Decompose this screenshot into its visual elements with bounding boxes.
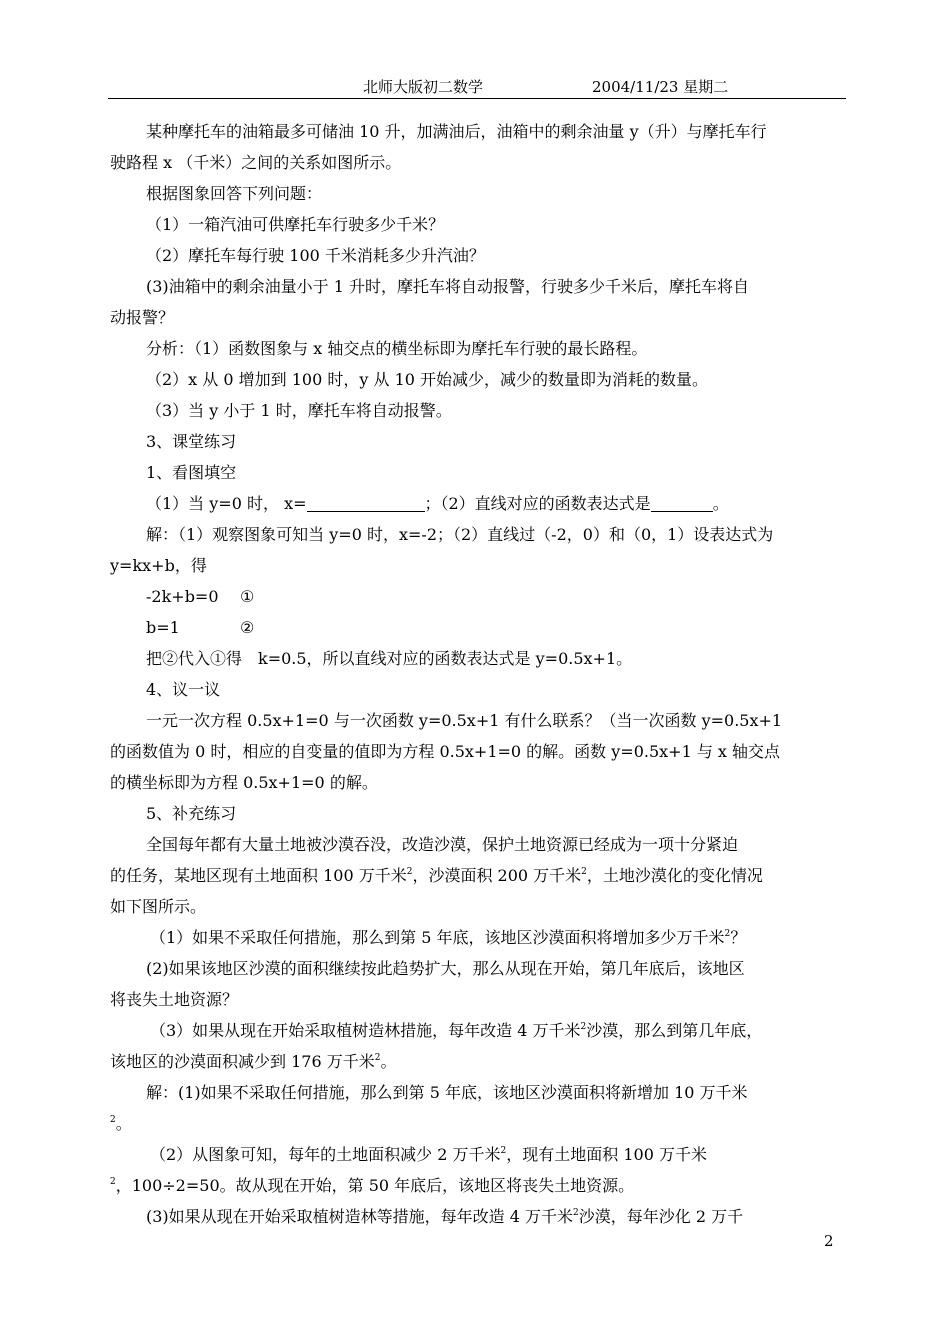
question-line: 动报警？ [110,308,175,327]
text-run: ，沙漠面积 200 万千米 [412,866,582,885]
fill-blank-text: ；（2）直线对应的函数表达式是 [424,494,651,513]
superscript: 2 [110,1177,116,1187]
paragraph-line: 的函数值为 0 时，相应的自变量的值即为方程 0.5x+1=0 的解。函数 y=0.5x+1 与 x 轴交点 [110,742,781,761]
paragraph-line: 的横坐标即为方程 0.5x+1=0 的解。 [110,773,378,792]
text-run: （3）如果从现在开始采取植树造林措施，每年改造 4 万千米 [150,1021,581,1040]
solution-line [110,1201,848,1232]
paragraph-line: 某种摩托车的油箱最多可储油 10 升，加满油后，油箱中的剩余油量 y（升）与摩托车行 [146,122,767,141]
fill-blank-text: 。 [712,494,729,513]
question-line: 将丧失土地资源？ [110,990,239,1009]
document-body [110,116,848,1232]
analysis-line: （2）x 从 0 增加到 100 时，y 从 10 开始减少，减少的数量即为消耗的数量。 [146,370,709,389]
answer-blank [651,493,713,512]
solution-line: 把②代入①得 k=0.5，所以直线对应的函数表达式是 y=0.5x+1。 [146,649,633,668]
superscript: 2 [581,867,587,877]
subsection-heading: 1、看图填空 [146,463,237,482]
section-heading: 4、议一议 [146,680,221,699]
header-title: 北师大版初二数学 [363,78,484,96]
superscript: 2 [406,867,413,877]
analysis-line: 分析：（1）函数图象与 x 轴交点的横坐标即为摩托车行驶的最长路程。 [146,339,648,358]
text-run: 的任务，某地区现有土地面积 100 万千米 [110,866,407,885]
question-line [110,1046,848,1077]
superscript: 2 [500,1146,507,1156]
question-line [110,922,848,953]
text-run: 该地区的沙漠面积减少到 176 万千米 [110,1052,375,1071]
text-run: ，土地沙漠化的变化情况 [586,866,763,885]
paragraph-line [110,860,848,891]
solution-line [110,1139,848,1170]
paragraph-line: 一元一次方程 0.5x+1=0 与一次函数 y=0.5x+1 有什么联系？（当一次函数 y=0.5x+1 [146,711,783,730]
solution-line: y=kx+b，得 [110,556,207,575]
superscript: 2 [110,1115,116,1125]
equation-line [110,581,848,612]
page-number: 2 [824,1232,834,1250]
text-run: 。 [380,1052,397,1071]
superscript: 2 [374,1053,381,1063]
paragraph-line: 如下图所示。 [110,897,207,916]
paragraph-line: 全国每年都有大量土地被沙漠吞没，改造沙漠，保护土地资源已经成为一项十分紧迫 [146,835,739,854]
text-run: ，100÷2=50。故从现在开始，第 50 年底后，该地区将丧失土地资源。 [115,1176,635,1195]
superscript: 2 [580,1022,587,1032]
answer-blank [307,493,425,512]
text-run: （2）从图象可知，每年的土地面积减少 2 万千米 [150,1145,501,1164]
equation: -2k+b=0 [146,587,219,606]
superscript: 2 [724,929,731,939]
question-line: (2)如果该地区沙漠的面积继续按此趋势扩大，那么从现在开始，第几年底后，该地区 [146,959,745,978]
text-run: 。 [115,1114,132,1133]
equation: b=1 [146,618,180,637]
header-date: 2004/11/23 星期二 [592,78,729,96]
paragraph-line: 根据图象回答下列问题： [146,184,323,203]
equation-marker: ① [240,587,255,606]
text-run: （1）如果不采取任何措施，那么到第 5 年底，该地区沙漠面积将增加多少万千米 [150,928,725,947]
question-line: （2）摩托车每行驶 100 千米消耗多少升汽油？ [146,246,485,265]
question-line: （1）一箱汽油可供摩托车行驶多少千米？ [146,215,445,234]
superscript: 2 [573,1208,579,1218]
text-run: ？ [730,928,747,947]
analysis-line: （3）当 y 小于 1 时，摩托车将自动报警。 [146,401,452,420]
equation-marker: ② [240,618,255,637]
solution-line: 解：（1）观察图象可知当 y=0 时，x=-2；（2）直线过（-2，0）和（0，1）设表达式为 [146,525,774,544]
fill-blank-line [110,488,848,519]
solution-line [110,1170,848,1201]
equation-line [110,612,848,643]
solution-line: 解：(1)如果不采取任何措施，那么到第 5 年底，该地区沙漠面积将新增加 10 万千米 [146,1083,748,1102]
paragraph-line: 驶路程 x （千米）之间的关系如图所示。 [110,153,402,172]
text-run: ，现有土地面积 100 万千米 [506,1145,707,1164]
page-header [108,76,846,98]
question-line: (3)油箱中的剩余油量小于 1 升时，摩托车将自动报警，行驶多少千米后，摩托车将自 [146,277,750,296]
text-run: 沙漠，那么到第几年底， [586,1021,763,1040]
header-rule [108,98,846,99]
section-heading: 3、课堂练习 [146,432,237,451]
question-line [110,1015,848,1046]
text-run: (3)如果从现在开始采取植树造林等措施，每年改造 4 万千米 [146,1207,574,1226]
fill-blank-text: （1）当 y=0 时， x= [146,494,307,513]
section-heading: 5、补充练习 [146,804,237,823]
text-run: 沙漠，每年沙化 2 万千 [578,1207,744,1226]
solution-line [110,1108,848,1139]
